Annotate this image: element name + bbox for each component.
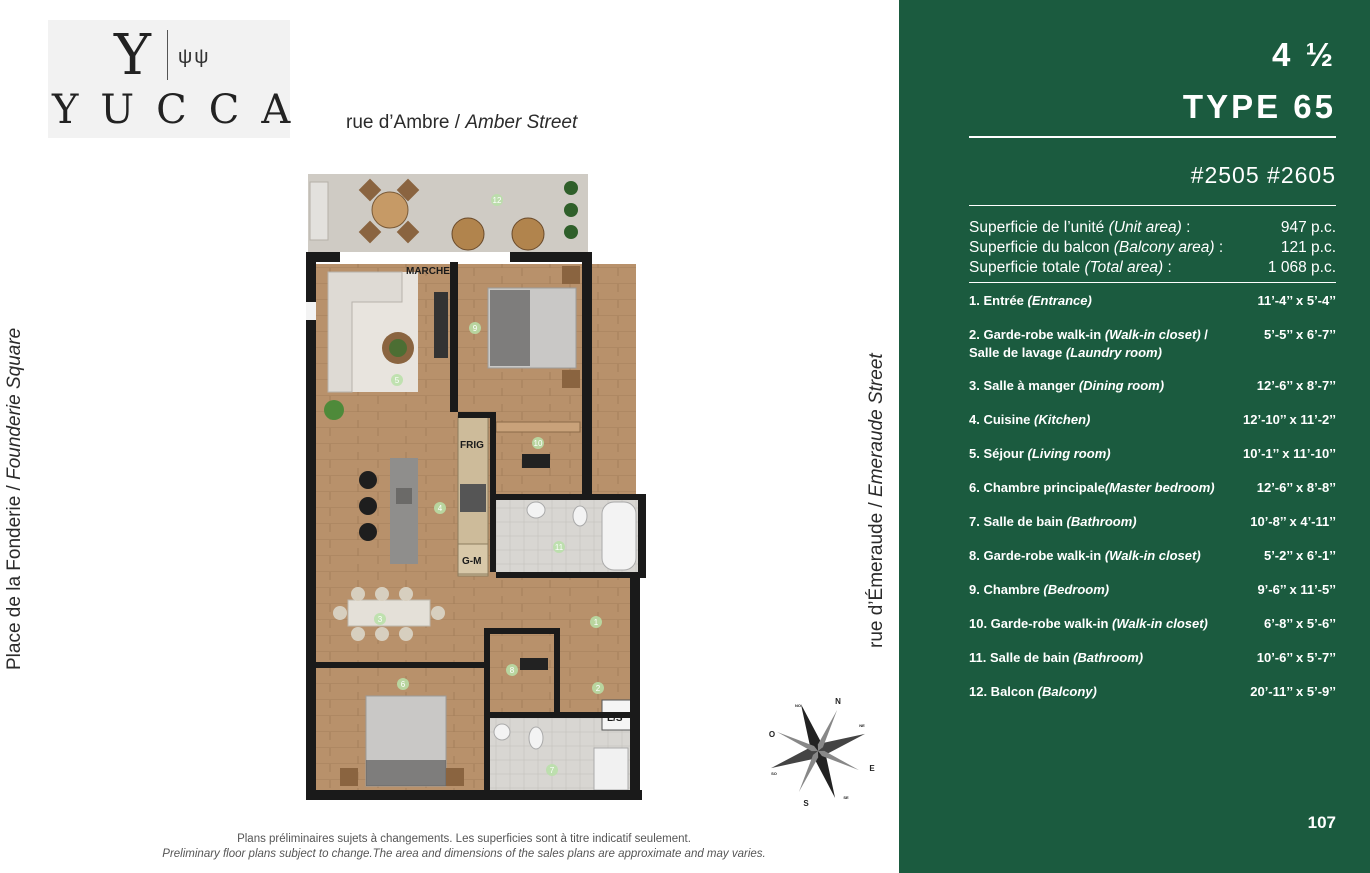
- room-badge-11: 11: [554, 543, 564, 552]
- room-badge-5: 5: [394, 376, 400, 385]
- closet-10: [494, 420, 582, 490]
- room-badge-1: 1: [593, 618, 599, 627]
- room-row-11: 11. Salle de bain (Bathroom) 10’-6’’ x 5’-7’’: [969, 650, 1336, 665]
- room-row-4: 4. Cuisine (Kitchen) 12’-10’’ x 11’-2’’: [969, 412, 1336, 427]
- compass-se: SE: [843, 795, 849, 800]
- compass-s: S: [803, 799, 809, 808]
- logo-letter: Y: [114, 23, 151, 88]
- compass-no: NO: [795, 703, 801, 708]
- room-badge-8: 8: [509, 666, 515, 675]
- area-summary: [969, 218, 1336, 278]
- room-row-10: 10. Garde-robe walk-in (Walk-in closet) 6’-8’’ x 5’-6’’: [969, 616, 1336, 631]
- stool: [359, 497, 377, 515]
- room-badge-7: 7: [549, 766, 555, 775]
- logo-leaf-icon: ψψ: [178, 46, 211, 68]
- stool: [359, 471, 377, 489]
- rooms-count: 4 ½: [1271, 36, 1336, 73]
- compass-e: E: [869, 764, 875, 773]
- room-row-2: 2. Garde-robe walk-in (Walk-in closet) / Salle de lavage (Laundry room) 5’-5’’ x 6’-7’’: [969, 327, 1336, 360]
- disclaimer-en: Preliminary floor plans subject to change.The area and dimensions of the sales plans are approximate and may varies.: [162, 848, 766, 860]
- stool: [359, 523, 377, 541]
- street-left-label: Place de la Fonderie / Founderie Square: [4, 327, 25, 670]
- floor-plan: [300, 172, 648, 800]
- area-row-unit: Superficie de l’unité (Unit area) : 947 p.c.: [969, 219, 1336, 236]
- yucca-logo: [48, 20, 313, 138]
- room-badge-12: 12: [492, 196, 502, 205]
- unit-type-title: TYPE 65: [1182, 88, 1336, 125]
- room-row-12: 12. Balcon (Balcony) 20’-11’’ x 5’-9’’: [969, 684, 1336, 699]
- area-row-total: Superficie totale (Total area) : 1 068 p.c.: [969, 259, 1336, 276]
- divider: [969, 282, 1336, 283]
- area-row-balcony: Superficie du balcon (Balcony area) : 121 p.c.: [969, 239, 1336, 256]
- label-ls: L/S: [607, 713, 623, 724]
- tv-unit: [434, 292, 448, 358]
- disclaimer-fr: Plans préliminaires sujets à changements. Les superficies sont à titre indicatif seulement.: [237, 833, 691, 845]
- room-row-7: 7. Salle de bain (Bathroom) 10’-8’’ x 4’-11’’: [969, 514, 1336, 529]
- room-row-5: 5. Séjour (Living room) 10’-1’’ x 11’-10’’: [969, 446, 1336, 461]
- plant: [324, 400, 344, 420]
- compass-n: N: [835, 697, 841, 706]
- bedroom-9: [456, 264, 582, 414]
- room-badge-10: 10: [533, 439, 543, 448]
- logo-divider: [167, 30, 168, 80]
- balcony: [308, 174, 588, 252]
- label-marche: MARCHE: [406, 266, 450, 277]
- room-badge-3: 3: [377, 615, 383, 624]
- compass-ne: NE: [859, 723, 865, 728]
- street-right-label: rue d’Émeraude / Emeraude Street: [866, 353, 887, 648]
- closet-8: [490, 634, 554, 710]
- compass-so: SO: [771, 771, 777, 776]
- street-top-label: rue d’Ambre / Amber Street: [346, 112, 578, 133]
- room-badge-9: 9: [472, 324, 478, 333]
- compass-o: O: [768, 730, 776, 739]
- room-badge-2: 2: [595, 684, 601, 693]
- disclaimer: [100, 832, 828, 862]
- room-row-3: 3. Salle à manger (Dining room) 12’-6’’ x 8’-7’’: [969, 378, 1336, 393]
- divider: [969, 136, 1336, 138]
- label-gm: G-M: [462, 556, 482, 567]
- bathroom-11: [496, 498, 640, 574]
- page-number: 107: [1307, 813, 1336, 832]
- unit-numbers: #2505 #2605: [1190, 162, 1336, 188]
- room-row-6: 6. Chambre principale(Master bedroom) 12’-6’’ x 8’-8’’: [969, 480, 1336, 495]
- unit-info-panel: [899, 0, 1370, 873]
- room-row-8: 8. Garde-robe walk-in (Walk-in closet) 5’-2’’ x 6’-1’’: [969, 548, 1336, 563]
- divider: [969, 205, 1336, 206]
- logo-wordmark: YUCCA: [52, 87, 313, 133]
- kitchen-island: [390, 458, 418, 564]
- room-badge-4: 4: [437, 504, 443, 513]
- label-frig: FRIG: [460, 440, 484, 451]
- room-row-1: 1. Entrée (Entrance) 11’-4’’ x 5’-4’’: [969, 293, 1336, 308]
- room-badge-6: 6: [400, 680, 406, 689]
- compass-rose-icon: [762, 695, 874, 807]
- room-row-9: 9. Chambre (Bedroom) 9’-6’’ x 11’-5’’: [969, 582, 1336, 597]
